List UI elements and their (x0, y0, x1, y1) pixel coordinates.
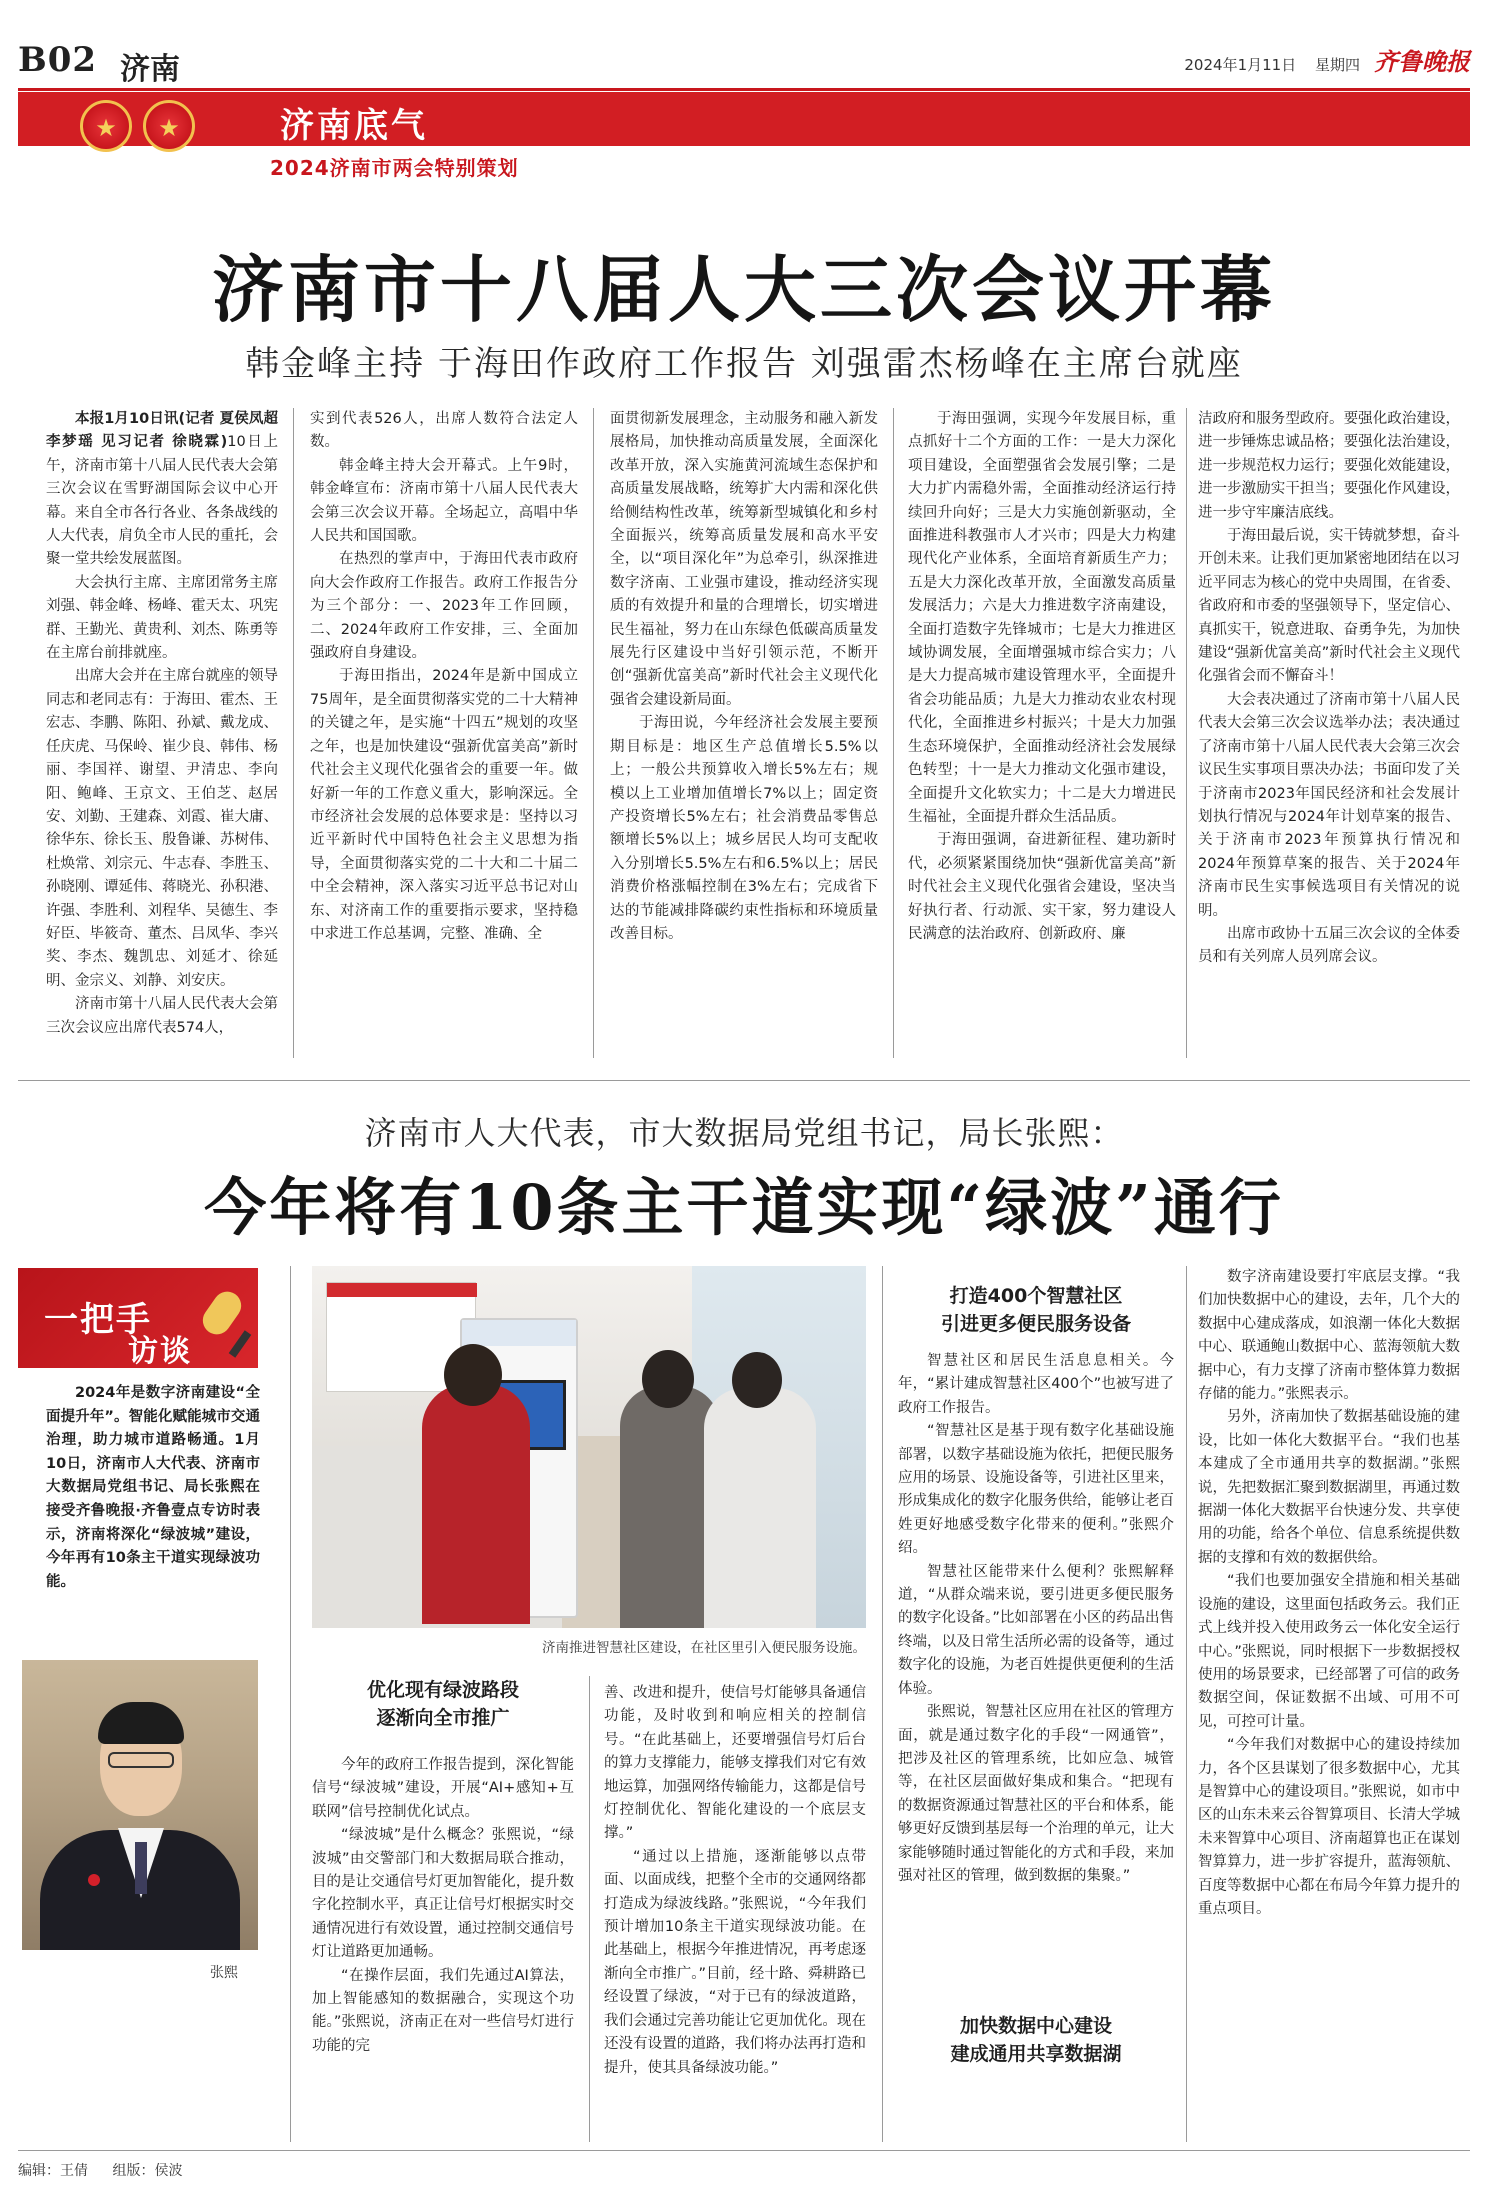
layout-credit: 组版：侯波 (112, 2163, 183, 2179)
portrait-glasses-icon (108, 1752, 174, 1768)
story1-column-4 (908, 408, 1176, 1058)
section-divider (18, 1080, 1470, 1081)
column-divider (882, 1266, 883, 2142)
footer-rule (18, 2150, 1470, 2151)
banner-title: 济南底气 (280, 106, 428, 146)
page-code: B02 (18, 40, 98, 80)
main-deck: 韩金峰主持 于海田作政府工作报告 刘强雷杰杨峰在主席台就座 (245, 344, 1243, 384)
photo-volunteer-head (444, 1344, 502, 1406)
subhead-line: 加快数据中心建设 建成通用共享数据湖 (950, 2015, 1122, 2065)
story1-paragraph: 于海田指出，2024年是新中国成立75周年，是全面贯彻落实党的二十大精神的关键之年，是实施“十四五”规划的攻坚之年，也是加快建设“强新优富美高”新时代社会主义现代化强省会的重要一年。做好新一年的工作意义重大，影响深远。全市经济社会发展的总体要求是：坚持以习近平新时代中国特色社会主义思想为指导，全面贯彻落实党的二十大和二十届二中全会精神，深入落实习近平总书记对山东、对济南工作的重要指示要求，坚持稳中求进工作总基调，完整、准确、全 (310, 668, 578, 942)
story1-byline: 本报1月10日讯(记者 夏侯凤超 李梦瑶 见习记者 徐晓霖) (46, 411, 278, 451)
story2-paragraph: “我们也要加强安全措施和相关基础设施的建设，这里面包括政务云。我们正式上线并投入使用政务云一体化安全运行中心。”张熙说，同时根据下一步数据授权使用的场景要求，已经部署了可信的政务数据空间，保证数据不出域、可用不可见，可控可计量。 (1198, 1573, 1460, 1730)
national-emblem-icon: ★ (80, 100, 132, 152)
column-divider (293, 408, 294, 1058)
story2-paragraph: 智慧社区能带来什么便利？张熙解释道，“从群众端来说，要引进更多便民服务的数字化设备。”比如部署在小区的药品出售终端，以及日常生活所必需的设备等，通过数字化的设施，为老百姓提供更便利的生活体验。 (898, 1563, 1174, 1697)
story1-paragraph: 在热烈的掌声中，于海田代表市政府向大会作政府工作报告。政府工作报告分为三个部分：一、2023年工作回顾，二、2024年政府工作安排，三、全面加强政府自身建设。 (310, 551, 578, 662)
story2-paragraph: “今年我们对数据中心的建设持续加力，各个区县谋划了很多数据中心，尤其是智算中心的建设项目。”张熙说，如市中区的山东未来云谷智算项目、长清大学城未来智算中心项目、济南超算也正在谋划智算算力，进一步扩容提升，蓝海领航、百度等数据中心都在布局今年算力提升的重点项目。 (1198, 1737, 1460, 1917)
story2-paragraph: “通过以上措施，逐渐能够以点带面、以面成线，把整个全市的交通网络都打造成为绿波线路。”张熙说，“今年我们预计增加10条主干道实现绿波功能。在此基础上，根据今年推进情况，再考虑逐渐向全市推广。”目前，经十路、舜耕路已经设置了绿波，“对于已有的绿波道路，我们会通过完善功能让它更加优化。现在还没有设置的道路，我们将办法再打造和提升，使其具备绿波功能。” (604, 1848, 866, 2076)
portrait-badge-pin (88, 1874, 100, 1886)
story2-column-3 (898, 1350, 1174, 2002)
column-divider (290, 1266, 291, 2142)
badge-subtitle: 访谈 (128, 1334, 192, 1369)
story2-paragraph: “在操作层面，我们先通过AI算法，加上智能感知的数据融合，实现这个功能。”张熙说，济南正在对一些信号灯进行功能的完 (312, 1967, 574, 2054)
story1-paragraph: 洁政府和服务型政府。要强化政治建设，进一步锤炼忠诚品格；要强化法治建设，进一步规范权力运行；要强化效能建设，进一步激励实干担当；要强化作风建设，进一步守牢廉洁底线。 (1198, 411, 1460, 521)
column-divider (593, 408, 594, 1058)
microphone-icon (197, 1286, 246, 1340)
column-divider (589, 1676, 590, 2142)
photo-caption: 济南推进智慧社区建设，在社区里引入便民服务设施。 (542, 1640, 866, 1656)
editor-credit: 编辑：王倩 (18, 2163, 88, 2179)
story2-headline: 今年将有10条主干道实现“绿波”通行 (204, 1171, 1284, 1244)
story1-paragraph: 于海田最后说，实干铸就梦想，奋斗开创未来。让我们更加紧密地团结在以习近平同志为核心的党中央周围，在省委、省政府和市委的坚强领导下，坚定信心、真抓实干，锐意进取、奋勇争先，为加快建设“强新优富美高”新时代社会主义现代化强省会而不懈奋斗！ (1198, 528, 1460, 685)
story2-intro: 2024年是数字济南建设“全面提升年”。智能化赋能城市交通治理，助力城市道路畅通。1月10日，济南市人大代表、济南市大数据局党组书记、局长张熙在接受齐鲁晚报·齐鲁壹点专访时表示，济南将深化“绿波城”建设，今年再有10条主干道实现绿波功能。 (46, 1385, 260, 1590)
story1-paragraph: 于海田强调，实现今年发展目标，重点抓好十二个方面的工作：一是大力深化项目建设，全面塑强省会发展引擎；二是大力扩内需稳外需，全面推动经济运行持续回升向好；三是大力实施创新驱动，全面推进科教强市人才兴市；四是大力构建现代化产业体系，全面培育新质生产力；五是大力深化改革开放，全面激发高质量发展活力；六是大力推进数字济南建设，全面打造数字先锋城市；七是大力推进区域协调发展，全面增强城市综合实力；八是大力提高城市建设管理水平，全面提升省会功能品质；九是大力推动农业农村现代化，全面推进乡村振兴；十是大力加强生态环境保护，全面推动经济社会发展绿色转型；十一是大力推动文化强市建设，全面提升文化软实力；十二是大力增进民生福祉，全面提升群众生活品质。 (908, 411, 1176, 825)
story1-column-5 (1198, 408, 1460, 1058)
story2-paragraph: 善、改进和提升，使信号灯能够具备通信功能，及时收到和响应相关的控制信号。“在此基础上，还要增强信号灯后台的算力支撑能力，能够支撑我们对它有效地运算，加强网络传输能力，这都是信号灯控制优化、智能化建设的一个底层支撑。” (604, 1685, 866, 1842)
congress-emblem-icon: ★ (143, 100, 195, 152)
masthead-logo: 齐鲁晚报 (1374, 47, 1470, 76)
story1-paragraph: 10日上午，济南市第十八届人民代表大会第三次会议在雪野湖国际会议中心开幕。来自全市各行各业、各条战线的人大代表，肩负全市人民的重托，会聚一堂共绘发展蓝图。 (46, 434, 278, 568)
story2-column-2 (604, 1682, 866, 2142)
story2-paragraph: 另外，济南加快了数据基础设施的建设，比如一体化大数据平台。“我们也基本建成了全市通用共享的数据湖。”张熙说，先把数据汇聚到数据湖里，再通过数据湖一体化大数据平台快速分发、共享使用的功能，给各个单位、信息系统提供数据的支撑和有效的数据供给。 (1198, 1409, 1460, 1566)
issue-weekday: 星期四 (1314, 56, 1360, 74)
story2-paragraph: “智慧社区是基于现有数字化基础设施部署，以数字基础设施为依托，把便民服务应用的场景、设施设备等，引进社区里来，形成集成化的数字化服务供给，能够让老百姓更好地感受数字化带来的便利。”张熙介绍。 (898, 1423, 1174, 1557)
column-divider (1186, 1266, 1187, 2142)
column-divider (893, 408, 894, 1058)
section-name: 济南 (120, 52, 180, 87)
photo-resident-2-head (732, 1352, 782, 1408)
badge-title: 一把手 (44, 1300, 152, 1340)
story2-paragraph: “绿波城”是什么概念？张熙说，“绿波城”由交警部门和大数据局联合推动，目的是让交通信号灯更加智能化，提升数字化控制水平，真正让信号灯根据实时交通情况进行有效设置，通过控制交通信号灯让道路更加通畅。 (312, 1827, 574, 1961)
subhead-green-wave (312, 1676, 574, 1732)
header-rule (18, 88, 1470, 91)
portrait-hair (98, 1702, 184, 1744)
photo-resident-2 (704, 1388, 816, 1628)
story1-paragraph: 大会执行主席、主席团常务主席刘强、韩金峰、杨峰、霍天太、巩宪群、王勤光、黄贵利、刘杰、陈勇等在主席台前排就座。 (46, 574, 278, 662)
subhead-line: 打造400个智慧社区 引进更多便民服务设备 (940, 1285, 1131, 1335)
story1-paragraph: 出席市政协十五届三次会议的全体委员和有关列席人员列席会议。 (1198, 925, 1460, 966)
story2-column-4 (1198, 1266, 1460, 2142)
story2-paragraph: 智慧社区和居民生活息息相关。今年，“累计建成智慧社区400个”也被写进了政府工作报告。 (898, 1353, 1174, 1416)
page-footer (18, 2160, 202, 2180)
story2-paragraph: 今年的政府工作报告提到，深化智能信号“绿波城”建设，开展“AI+感知+互联网”信号控制优化试点。 (312, 1757, 574, 1820)
subhead-data-center (898, 2012, 1174, 2068)
portrait-tie (135, 1842, 147, 1894)
issue-date: 2024年1月11日 (1184, 56, 1297, 74)
portrait-photo (22, 1660, 258, 1950)
photo-volunteer (422, 1384, 530, 1624)
story1-paragraph: 于海田强调，奋进新征程、建功新时代，必须紧紧围绕加快“强新优富美高”新时代社会主义现代化强省会建设，坚决当好执行者、行动派、实干家，努力建设人民满意的法治政府、创新政府、廉 (908, 832, 1176, 942)
microphone-handle-icon (229, 1330, 252, 1358)
story1-paragraph: 于海田说，今年经济社会发展主要预期目标是：地区生产总值增长5.5%以上；一般公共预算收入增长5%左右；规模以上工业增加值增长7%以上；固定资产投资增长5%左右；社会消费品零售总额增长5%以上；城乡居民人均可支配收入分别增长5.5%左右和6.5%以上；居民消费价格涨幅控制在3%左右；完成省下达的节能减排降碳约束性指标和环境质量改善目标。 (610, 715, 878, 942)
story1-column-3 (610, 408, 878, 1058)
portrait-caption: 张熙 (210, 1965, 238, 1981)
subhead-smart-community (898, 1282, 1174, 1338)
story1-paragraph: 面贯彻新发展理念，主动服务和融入新发展格局，加快推动高质量发展，全面深化改革开放，深入实施黄河流域生态保护和高质量发展战略，统筹扩大内需和深化供给侧结构性改革，统筹新型城镇化和乡村全面振兴，统筹高质量发展和高水平安全，以“项目深化年”为总牵引，纵深推进数字济南、工业强市建设，推动经济实现质的有效提升和量的合理增长，切实增进民生福祉，努力在山东绿色低碳高质量发展先行区建设中当好引领示范，不断开创“强新优富美高”新时代社会主义现代化强省会建设新局面。 (610, 411, 878, 708)
story2-paragraph: 数字济南建设要打牢底层支撑。“我们加快数据中心的建设，去年，几个大的数据中心建成落成，如浪潮一体化大数据中心、联通鲍山数据中心、蓝海领航大数据中心，有力支撑了济南市整体算力数据存储的能力。”张熙表示。 (1198, 1269, 1460, 1403)
interview-badge (18, 1268, 258, 1368)
story1-paragraph: 大会表决通过了济南市第十八届人民代表大会第三次会议选举办法；表决通过了济南市第十八届人民代表大会第三次会议民生实事项目票决办法；书面印发了关于济南市2023年国民经济和社会发展计划执行情况与2024年计划草案的报告、关于济南市2023年预算执行情况和2024年预算草案的报告、关于2024年济南市民生实事候选项目有关情况的说明。 (1198, 691, 1460, 919)
story2-column-1 (312, 1754, 574, 2142)
photo-resident-1-head (642, 1350, 694, 1408)
story1-column-2 (310, 408, 578, 1058)
story1-column-1 (46, 408, 278, 1058)
issue-date-line (1170, 54, 1360, 75)
section-banner (18, 92, 1470, 146)
story1-paragraph: 出席大会并在主席台就座的领导同志和老同志有：于海田、霍杰、王宏志、李鹏、陈阳、孙斌、戴龙成、任庆虎、马保岭、崔少良、韩伟、杨丽、李国祥、谢望、尹清忠、李向阳、鲍峰、王京文、王伯芝、赵居安、刘勤、王建森、刘霞、崔大庸、徐华东、徐长玉、殷鲁谦、苏树伟、杜焕常、刘宗元、牛志春、李胜玉、孙晓刚、谭延伟、蒋晓光、孙积港、许强、李胜利、刘程华、吴德生、李好臣、毕筱奇、董杰、吕凤华、李兴奖、李杰、魏凯忠、刘延才、徐延明、金宗义、刘静、刘安庆。 (46, 668, 278, 989)
story1-paragraph: 实到代表526人，出席人数符合法定人数。 (310, 411, 578, 451)
subhead-line: 优化现有绿波路段 逐渐向全市推广 (366, 1679, 519, 1729)
story2-paragraph: 张熙说，智慧社区应用在社区的管理方面，就是通过数字化的手段“一网通管”，把涉及社区的管理系统，比如应急、城管等，在社区层面做好集成和集合。“把现有的数据资源通过智慧社区的平台和体系，能够更好反馈到基层每一个治理的单元，让大家能够随时通过智能化的方式和手段，来加强对社区的管理，做到数据的集聚。” (898, 1704, 1174, 1884)
story1-paragraph: 韩金峰主持大会开幕式。上午9时，韩金峰宣布：济南市第十八届人民代表大会第三次会议开幕。全场起立，高唱中华人民共和国国歌。 (310, 457, 578, 545)
story1-lead-paragraph (46, 408, 278, 572)
story2-kicker: 济南市人大代表，市大数据局党组书记，局长张熙： (364, 1114, 1124, 1152)
community-service-photo (312, 1266, 866, 1628)
story1-paragraph: 济南市第十八届人民代表大会第三次会议应出席代表574人， (46, 996, 278, 1036)
column-divider (1186, 408, 1187, 1058)
banner-subtitle: 2024济南市两会特别策划 (270, 156, 519, 180)
main-headline: 济南市十八届人大三次会议开幕 (211, 247, 1276, 332)
